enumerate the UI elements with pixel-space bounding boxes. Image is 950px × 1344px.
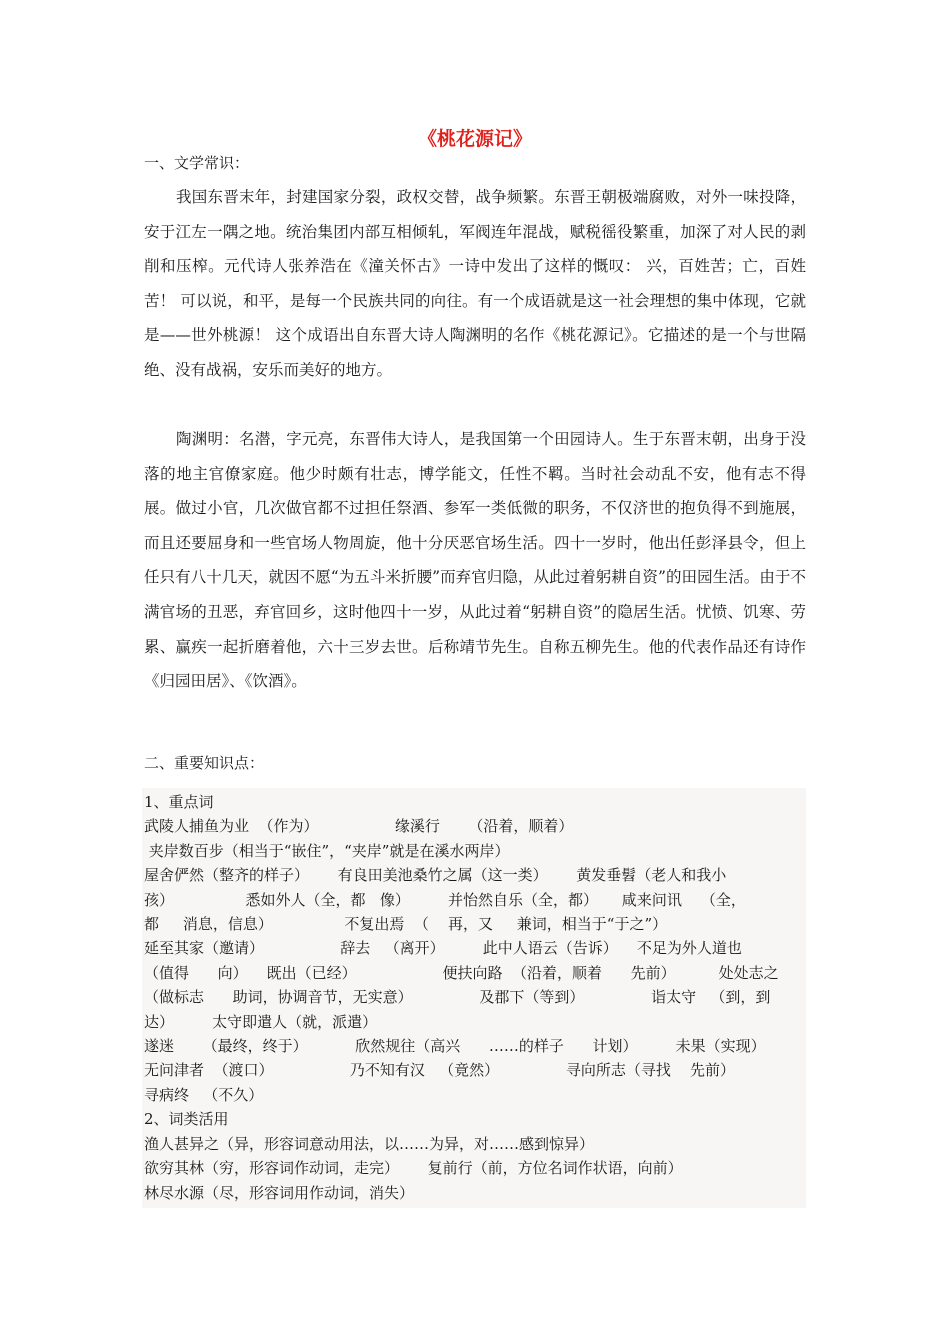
word-class-line: 渔人甚异之（异，形容词意动用法，以……为异，对……感到惊异） [144,1134,595,1153]
key-word-line: （值得 向） 既出（已经） 便扶向路 （沿着，顺着 先前） 处处志之 [144,963,779,982]
key-word-line: 武陵人捕鱼为业 （作为） 缘溪行 （沿着，顺着） [144,817,574,836]
subsection-title-key-words: 1、重点词 [144,793,214,811]
paragraph-author-biography: 陶渊明：名潜，字元亮，东晋伟大诗人，是我国第一个田园诗人。生于东晋末朝，出身于没落的地主官僚家庭。他少时颇有壮志，博学能文，任性不羁。当时社会动乱不安，他有志不得展。做过小官，几次做官都不过担任祭酒、参军一类低微的职务，不仅济世的抱负得不到施展，而且还要屈身和一些官场人物周旋，他十分厌恶官场生活。四十一岁时，他出任彭泽县令，但上任只有八十几天，就因不愿“为五斗米折腰”而弃官归隐，从此过着躬耕自资”的田园生活。由于不满官场的丑恶，弃官回乡，这时他四十一岁，从此过着“躬耕自资”的隐居生活。忧愤、饥寒、劳累、赢疾一起折磨着他，六十三岁去世。后称靖节先生。自称五柳先生。他的代表作品还有诗作《归园田居》、《饮酒》。 [144,430,806,691]
document-title: 《桃花源记》 [417,128,532,150]
key-word-line: 延至其家（邀请） 辞去 （离开） 此中人语云（告诉） 不足为外人道也 [144,939,742,958]
word-class-line: 欲穷其林（穷，形容词作动词，走完） 复前行（前，方位名词作状语，向前） [144,1159,683,1178]
key-word-line: （做标志 助词，协调音节，无实意） 及郡下（等到） 诣太守 （到，到 [144,988,771,1007]
word-class-line: 林尽水源（尽，形容词用作动词，消失） [144,1183,415,1202]
section-heading-literary-knowledge: 一、文学常识： [144,154,250,172]
paragraph-historical-background: 我国东晋末年，封建国家分裂，政权交替，战争频繁。东晋王朝极端腐败，对外一味投降，安于江左一隅之地。统治集团内部互相倾轧，军阀连年混战，赋税徭役繁重，加深了对人民的剥削和压榨。元代诗人张养浩在《潼关怀古》一诗中发出了这样的慨叹： 兴，百姓苦；亡，百姓苦！ 可以说，和平，是每一个民族共同的向往。有一个成语就是这一社会理想的集中体现，它就是——世外桃源！ 这个成语出自东晋大诗人陶渊明的名作《桃花源记》。它描述的是一个与世隔绝、没有战祸，安乐而美好的地方。 [144,188,806,379]
section-heading-key-points: 二、重要知识点： [144,754,265,772]
knowledge-points-content [144,790,804,1205]
key-word-line: 遂迷 （最终，终于） 欣然规往（高兴 ……的样子 计划） 未果（实现） [144,1037,766,1056]
key-word-line: 屋舍俨然（整齐的样子） 有良田美池桑竹之属（这一类） 黄发垂髫（老人和我小 [144,866,727,885]
key-word-line: 无问津者 （渡口） 乃不知有汉 （竟然） 寻向所志（寻找 先前） [144,1061,735,1080]
key-word-line: 都 消息，信息） 不复出焉 （ 再，又 兼词，相当于“于之”） [144,915,668,934]
knowledge-points-box [142,788,806,1208]
subsection-title-word-class-usage: 2、词类活用 [144,1110,229,1129]
key-word-line: 达） 太守即遣人（就，派遣） [144,1012,378,1031]
key-word-line: 夹岸数百步（相当于“嵌住”，“夹岸”就是在溪水两岸） [144,841,510,860]
key-word-line: 孩） 悉如外人（全，都 像） 并怡然自乐（全，都） 咸来问讯 （全， [144,890,746,909]
key-word-line: 寻病终 （不久） [144,1085,264,1104]
